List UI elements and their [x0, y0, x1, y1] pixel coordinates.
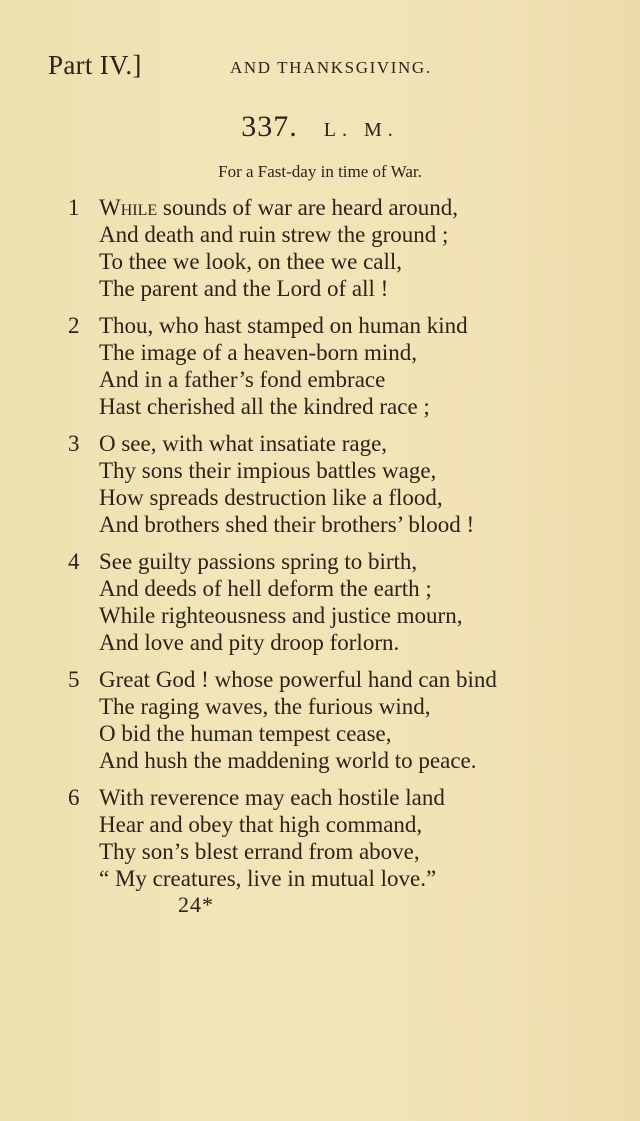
stanza-number: 3: [68, 431, 80, 456]
stanza-4: [68, 548, 628, 656]
hymn-heading: [0, 110, 640, 144]
running-header: [0, 50, 640, 90]
stanza-number: 4: [68, 549, 80, 574]
stanza-number: 2: [68, 313, 80, 338]
verse-line: The image of a heaven-born mind,: [99, 340, 418, 365]
verse-line: Thy son’s blest errand from above,: [99, 839, 420, 864]
verse-line-rest: sounds of war are heard around,: [157, 195, 458, 220]
verse-line: The parent and the Lord of all !: [99, 276, 389, 301]
verse-line: With reverence may each hostile land: [99, 785, 445, 810]
stanza-number: 1: [68, 195, 80, 220]
verse-line: Hast cherished all the kindred race ;: [99, 394, 430, 419]
verse-line: Thou, who hast stamped on human kind: [99, 313, 468, 338]
stanza-2: [68, 312, 628, 420]
stanza-1: [68, 194, 628, 302]
hymn-meter: L. M.: [323, 119, 399, 141]
drop-word: While: [99, 195, 158, 220]
verse-line: The raging waves, the furious wind,: [99, 694, 431, 719]
stanza-3: [68, 430, 628, 538]
verse-line: And hush the maddening world to peace.: [99, 748, 477, 773]
verse-line: [99, 194, 628, 221]
verse-line: And deeds of hell deform the earth ;: [99, 576, 432, 601]
verse-line: And death and ruin strew the ground ;: [99, 222, 449, 247]
verse-line: O bid the human tempest cease,: [99, 721, 392, 746]
stanza-number: 5: [68, 667, 80, 692]
verse-line: How spreads destruction like a flood,: [99, 485, 443, 510]
stanza-number: 6: [68, 785, 80, 810]
verse-line: And brothers shed their brothers’ blood !: [99, 512, 475, 537]
running-title: AND THANKSGIVING.: [230, 58, 432, 77]
stanza-5: [68, 666, 628, 774]
hymn-number: 337.: [241, 110, 298, 143]
verse-line: Thy sons their impious battles wage,: [99, 458, 437, 483]
stanza-list: [68, 194, 628, 902]
signature-mark: 24*: [178, 892, 214, 917]
verse-line: See guilty passions spring to birth,: [99, 549, 418, 574]
verse-line: While righteousness and justice mourn,: [99, 603, 463, 628]
verse-line: And love and pity droop forlorn.: [99, 630, 400, 655]
part-label: Part IV.]: [48, 50, 142, 80]
stanza-6: [68, 784, 628, 892]
verse-line: To thee we look, on thee we call,: [99, 249, 403, 274]
hymn-subtitle: For a Fast-day in time of War.: [218, 162, 422, 181]
verse-line: And in a father’s fond embrace: [99, 367, 386, 392]
verse-line: Hear and obey that high command,: [99, 812, 423, 837]
verse-line: Great God ! whose powerful hand can bind: [99, 667, 497, 692]
verse-line: O see, with what insatiate rage,: [99, 431, 388, 456]
verse-line: “ My creatures, live in mutual love.”: [99, 866, 437, 891]
